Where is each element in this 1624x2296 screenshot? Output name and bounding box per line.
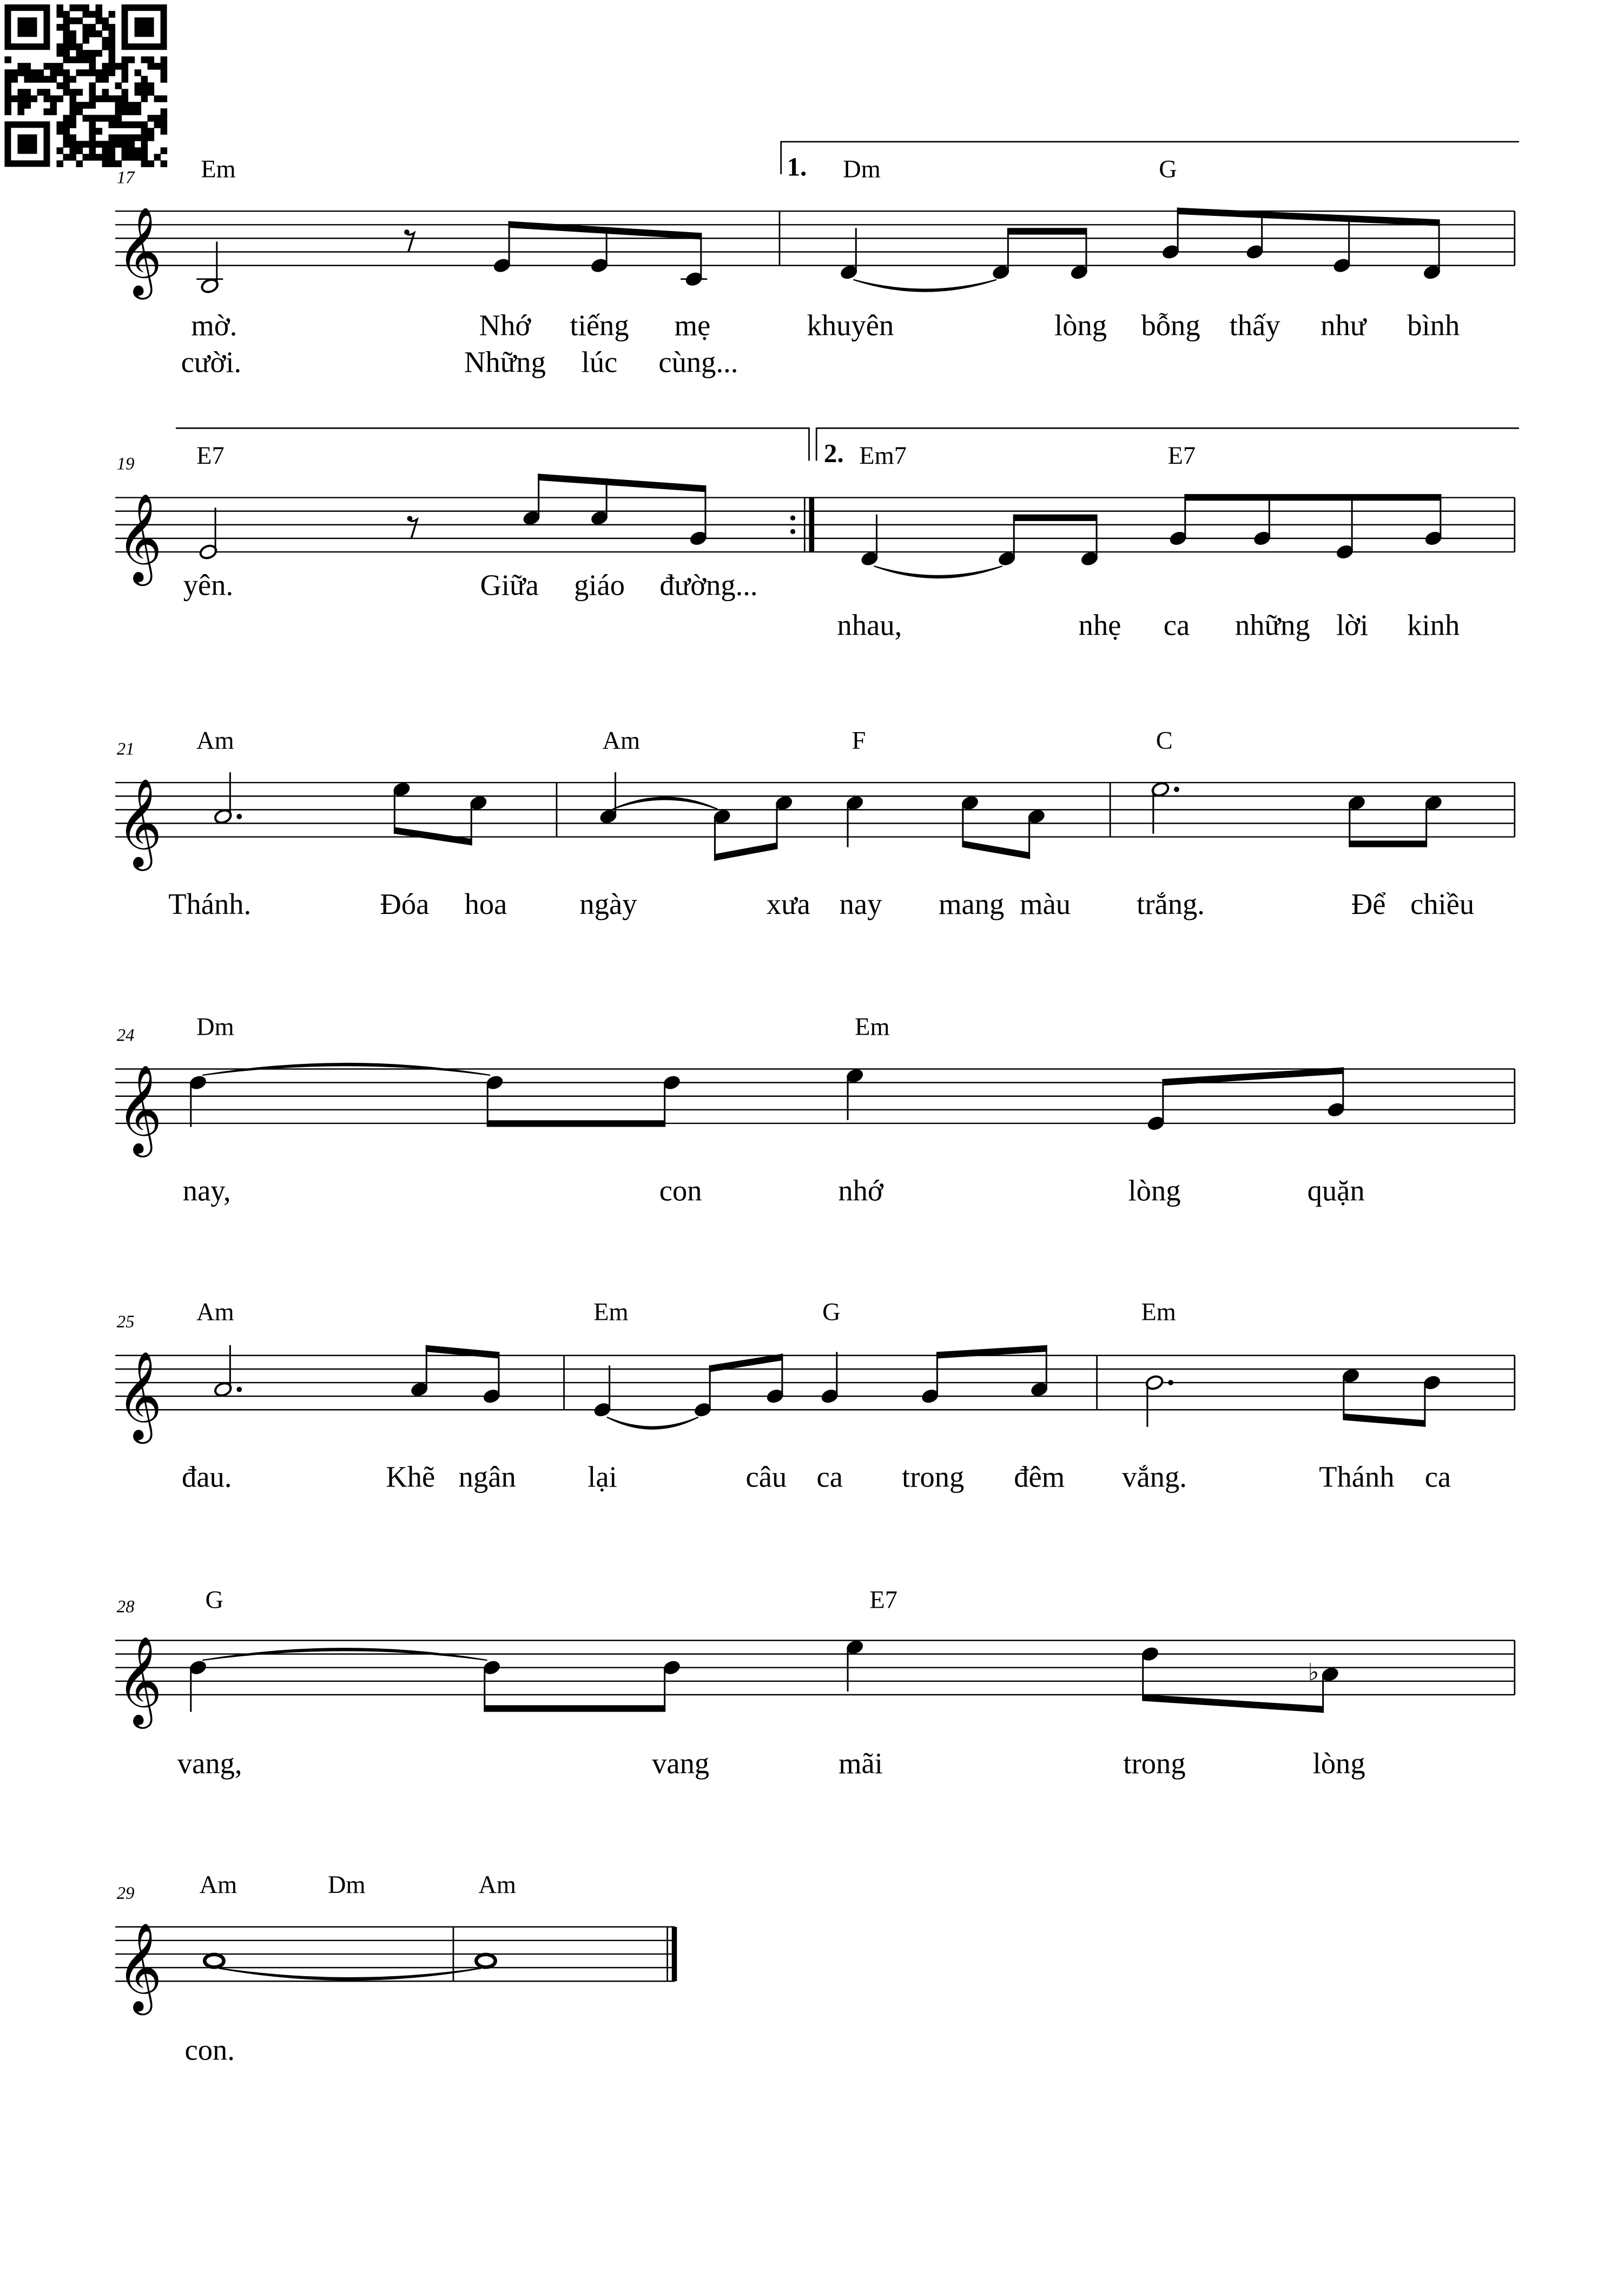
lyric-syllable: Thánh. [168, 887, 252, 921]
treble-clef-icon: 𝄞 [116, 1635, 162, 1725]
lyric-syllable: vang [652, 1747, 710, 1780]
chord-symbol: Am [199, 1871, 237, 1899]
lyric-syllable: ca [816, 1460, 843, 1494]
lyric-syllable: nhẹ [1078, 608, 1121, 642]
chord-symbol: G [822, 1298, 841, 1326]
lyric-syllable: cười. [181, 345, 242, 379]
chord-symbol: E7 [196, 442, 225, 470]
measure-number: 28 [116, 1597, 135, 1617]
treble-clef-icon: 𝄞 [116, 1064, 162, 1154]
lyric-syllable: Đóa [380, 887, 430, 921]
lyric-syllable: lúc [581, 345, 618, 379]
lyric-syllable: hoa [464, 887, 507, 921]
lyric-syllable: khuyên [807, 308, 894, 342]
repeat-end-barline [809, 498, 815, 552]
lyric-syllable: đau. [182, 1460, 232, 1494]
chord-symbol: Am [196, 1298, 234, 1326]
lyric-syllable: yên. [183, 568, 234, 602]
lyric-syllable: trong [1123, 1747, 1186, 1780]
lyric-syllable: mãi [839, 1747, 883, 1780]
lyric-syllable: ca [1424, 1460, 1451, 1494]
treble-clef-icon: 𝄞 [116, 1351, 162, 1440]
lyric-syllable: ngân [458, 1460, 516, 1494]
beam [1007, 228, 1087, 234]
measure-number: 29 [116, 1884, 135, 1904]
lyric-syllable: quặn [1307, 1174, 1365, 1207]
lyric-syllable: Những [464, 345, 546, 379]
chord-symbol: Dm [328, 1871, 366, 1899]
lyric-syllable: như [1321, 308, 1366, 342]
lyric-syllable: mang [939, 887, 1005, 921]
measure-number: 21 [116, 739, 135, 759]
lyric-syllable: Để [1351, 887, 1386, 921]
measure-number: 17 [116, 168, 135, 188]
lyric-syllable: cùng... [658, 345, 738, 379]
lyric-syllable: xưa [766, 887, 810, 921]
repeat-dot [790, 529, 795, 534]
chord-symbol: Dm [843, 155, 881, 183]
volta-label: 2. [823, 438, 844, 469]
chord-symbol: E7 [1167, 442, 1196, 470]
lyric-syllable: Giữa [480, 568, 539, 602]
beam [484, 1705, 665, 1712]
chord-symbol: Em7 [859, 442, 907, 470]
chord-symbol: Dm [196, 1013, 234, 1041]
chord-symbol: Am [602, 727, 641, 755]
augmentation-dot [1168, 1380, 1173, 1385]
chord-symbol: C [1156, 727, 1173, 755]
lyric-syllable: lòng [1054, 308, 1107, 342]
lyric-syllable: nhau, [837, 608, 902, 642]
measure-number: 19 [116, 454, 135, 474]
lyric-syllable: câu [745, 1460, 787, 1494]
lyric-syllable: Thánh [1319, 1460, 1395, 1494]
measure-number: 24 [116, 1025, 135, 1045]
augmentation-dot [236, 1387, 242, 1392]
lyric-syllable: kinh [1407, 608, 1460, 642]
augmentation-dot [1174, 787, 1179, 792]
lyric-syllable: vang, [177, 1747, 242, 1780]
measure-number: 25 [116, 1312, 135, 1332]
chord-symbol: Am [478, 1871, 516, 1899]
chord-symbol: E7 [869, 1586, 897, 1614]
treble-clef-icon: 𝄞 [116, 492, 162, 582]
augmentation-dot [236, 814, 242, 819]
lyric-syllable: thấy [1229, 308, 1280, 342]
flat-icon: ♭ [1308, 1659, 1319, 1687]
chord-symbol: Am [196, 727, 234, 755]
lyric-syllable: Khẽ [386, 1460, 435, 1494]
final-barline [672, 1927, 677, 1981]
chord-symbol: Em [1141, 1298, 1176, 1326]
lyric-syllable: bỗng [1141, 308, 1200, 342]
lyric-syllable: lòng [1128, 1174, 1181, 1207]
lyric-syllable: chiều [1410, 887, 1475, 921]
lyric-syllable: ngày [579, 887, 637, 921]
lyric-syllable: mờ. [191, 308, 237, 342]
treble-clef-icon: 𝄞 [116, 778, 162, 867]
treble-clef-icon: 𝄞 [116, 206, 162, 296]
lyric-syllable: nay [839, 887, 882, 921]
lyric-syllable: trắng. [1137, 887, 1205, 921]
lyric-syllable: ca [1163, 608, 1190, 642]
chord-symbol: Em [201, 155, 236, 183]
lyric-syllable: Nhớ [479, 308, 531, 342]
lyric-syllable: trong [902, 1460, 965, 1494]
lyric-syllable: màu [1020, 887, 1071, 921]
lyric-syllable: lời [1336, 608, 1369, 642]
lyric-syllable: đường... [659, 568, 758, 602]
lyric-syllable: lại [587, 1460, 617, 1494]
lyric-syllable: nay, [182, 1174, 231, 1207]
chord-symbol: G [205, 1586, 224, 1614]
lyric-syllable: nhớ [838, 1174, 883, 1207]
lyric-syllable: đêm [1014, 1460, 1065, 1494]
lyric-syllable: bình [1407, 308, 1460, 342]
beam [487, 1120, 665, 1127]
chord-symbol: F [851, 727, 866, 755]
treble-clef-icon: 𝄞 [116, 1922, 162, 2012]
chord-symbol: Em [855, 1013, 890, 1041]
beam [1349, 840, 1427, 847]
lyric-syllable: lòng [1312, 1747, 1365, 1780]
volta-label: 1. [787, 152, 807, 182]
lyric-syllable: con. [184, 2033, 235, 2067]
lyric-syllable: tiếng [570, 308, 629, 342]
lyric-syllable: những [1234, 608, 1310, 642]
lyric-syllable: con [659, 1174, 702, 1207]
chord-symbol: Em [593, 1298, 629, 1326]
lyric-syllable: giáo [574, 568, 625, 602]
beam [1184, 494, 1441, 501]
lyric-syllable: vắng. [1122, 1460, 1187, 1494]
chord-symbol: G [1159, 155, 1177, 183]
beam [1013, 515, 1098, 521]
lyric-syllable: mẹ [674, 308, 711, 342]
repeat-dot [790, 516, 795, 521]
